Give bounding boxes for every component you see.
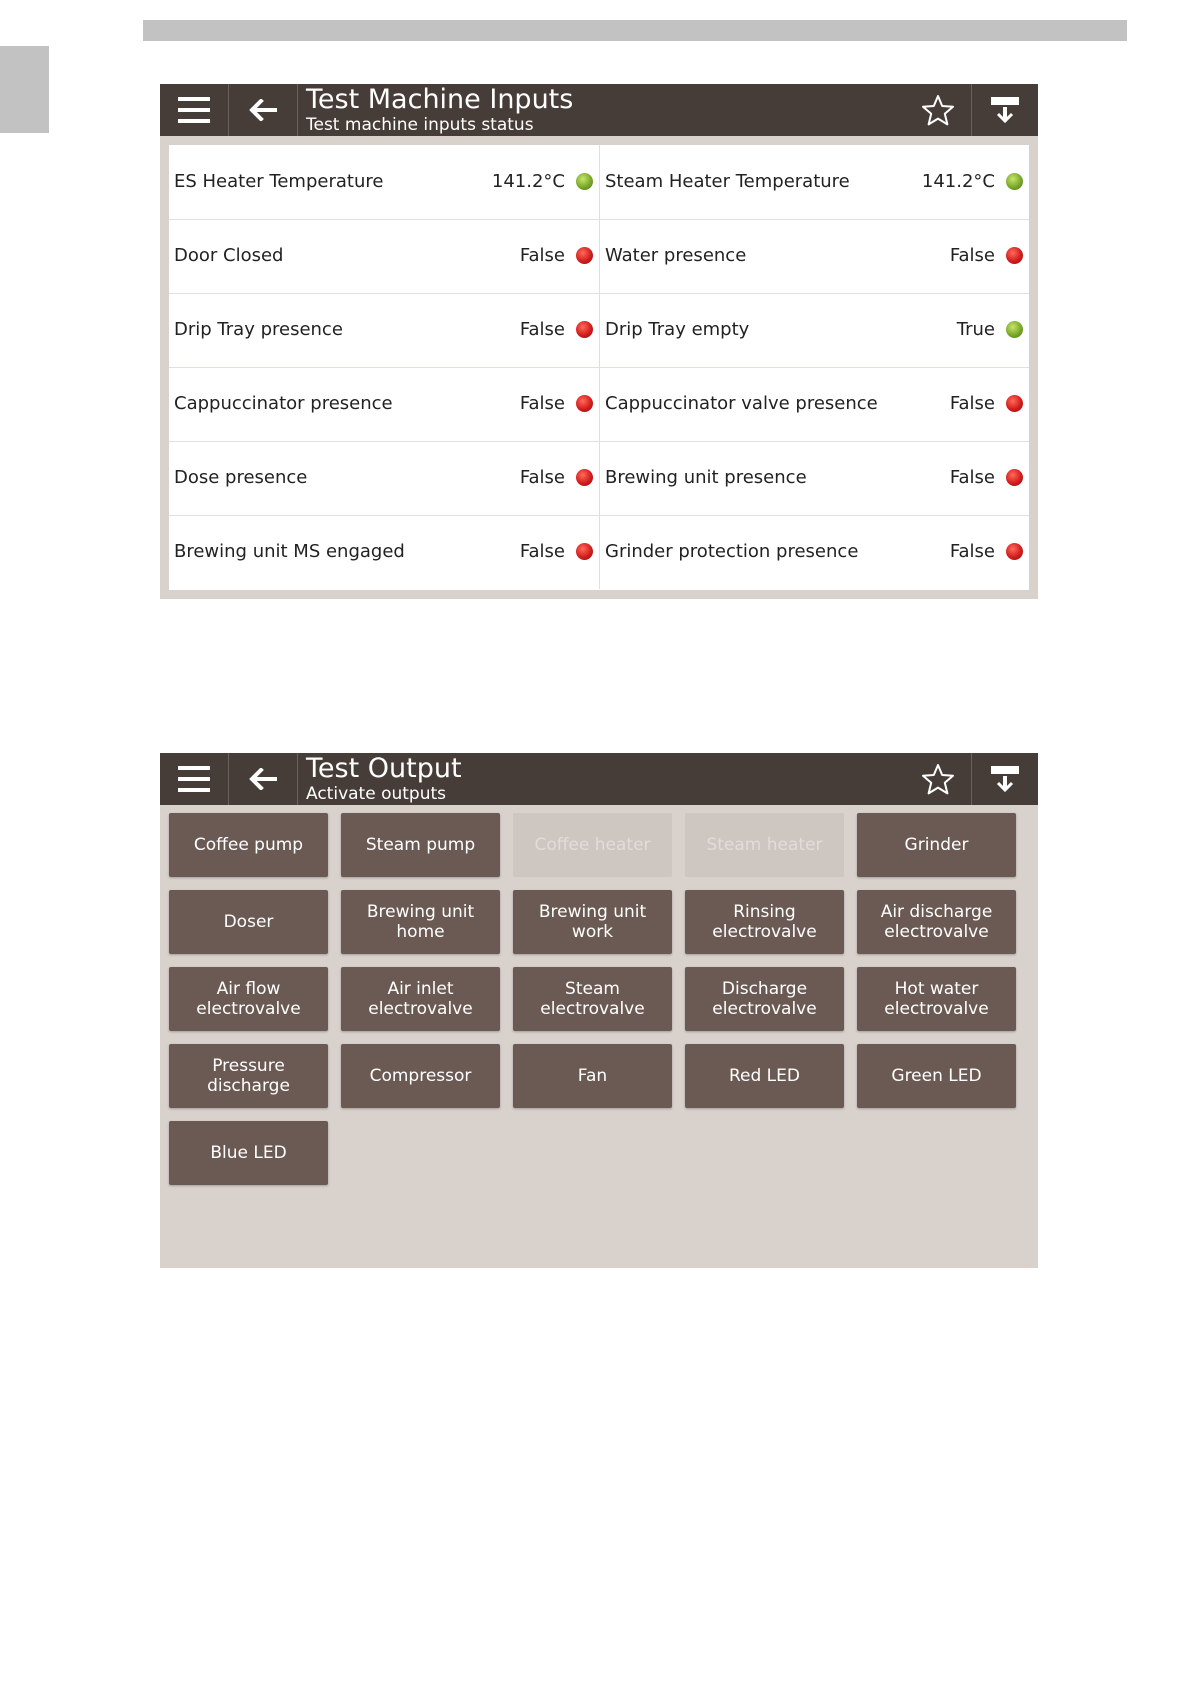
input-cell xyxy=(169,515,600,589)
table-row xyxy=(169,441,1029,516)
output-button-rinsing-electrovalve[interactable]: Rinsing electrovalve xyxy=(685,890,844,954)
status-led-icon xyxy=(1006,173,1023,190)
output-button-discharge-electrovalve[interactable]: Discharge electrovalve xyxy=(685,967,844,1031)
output-button-air-inlet-electrovalve[interactable]: Air inlet electrovalve xyxy=(341,967,500,1031)
status-led-icon xyxy=(1006,469,1023,486)
back-button[interactable] xyxy=(229,84,298,136)
status-led-icon xyxy=(1006,247,1023,264)
title-bar xyxy=(160,84,1038,136)
menu-button[interactable] xyxy=(160,84,229,136)
status-led-icon xyxy=(576,395,593,412)
title-bar xyxy=(160,753,1038,805)
input-value: False xyxy=(519,541,565,562)
star-icon xyxy=(921,763,955,795)
output-button-fan[interactable]: Fan xyxy=(513,1044,672,1108)
status-led-icon xyxy=(1006,321,1023,338)
download-icon xyxy=(991,764,1019,794)
output-button-blue-led[interactable]: Blue LED xyxy=(169,1121,328,1185)
input-label: Cappuccinator valve presence xyxy=(605,393,878,414)
output-button-coffee-heater[interactable]: Coffee heater xyxy=(513,813,672,877)
output-button-red-led[interactable]: Red LED xyxy=(685,1044,844,1108)
page-header-rule xyxy=(143,20,1127,41)
input-cell xyxy=(169,145,600,219)
input-value: False xyxy=(519,319,565,340)
input-cell xyxy=(169,219,600,293)
status-led-icon xyxy=(576,173,593,190)
favorite-button[interactable] xyxy=(904,84,972,136)
output-button-steam-pump[interactable]: Steam pump xyxy=(341,813,500,877)
page-subtitle: Activate outputs xyxy=(306,784,447,804)
input-cell xyxy=(169,441,600,515)
download-icon xyxy=(991,95,1019,125)
input-value: False xyxy=(949,541,995,562)
input-label: Cappuccinator presence xyxy=(174,393,393,414)
input-label: Steam Heater Temperature xyxy=(605,171,850,192)
output-button-air-discharge-electrovalve[interactable]: Air discharge electrovalve xyxy=(857,890,1016,954)
output-button-doser[interactable]: Doser xyxy=(169,890,328,954)
output-button-brewing-unit-work[interactable]: Brewing unit work xyxy=(513,890,672,954)
status-led-icon xyxy=(1006,395,1023,412)
table-row xyxy=(169,293,1029,368)
input-cell xyxy=(600,367,1029,441)
download-button[interactable] xyxy=(972,753,1038,805)
input-label: Water presence xyxy=(605,245,747,266)
favorite-button[interactable] xyxy=(904,753,972,805)
menu-icon xyxy=(178,765,210,793)
input-value: False xyxy=(949,245,995,266)
back-arrow-icon xyxy=(249,768,277,790)
output-button-hot-water-electrovalve[interactable]: Hot water electrovalve xyxy=(857,967,1016,1031)
output-button-brewing-unit-home[interactable]: Brewing unit home xyxy=(341,890,500,954)
status-led-icon xyxy=(1006,543,1023,560)
output-button-coffee-pump[interactable]: Coffee pump xyxy=(169,813,328,877)
input-value: 141.2°C xyxy=(921,171,995,192)
output-button-air-flow-electrovalve[interactable]: Air flow electrovalve xyxy=(169,967,328,1031)
input-label: Door Closed xyxy=(174,245,284,266)
inputs-status-grid xyxy=(169,145,1029,590)
table-row xyxy=(169,515,1029,589)
status-led-icon xyxy=(576,321,593,338)
input-label: Brewing unit presence xyxy=(605,467,807,488)
input-label: ES Heater Temperature xyxy=(174,171,384,192)
input-cell xyxy=(600,293,1029,367)
page-side-tab xyxy=(0,46,49,133)
input-label: Brewing unit MS engaged xyxy=(174,541,405,562)
input-cell xyxy=(169,367,600,441)
output-button-pressure-discharge[interactable]: Pressure discharge xyxy=(169,1044,328,1108)
back-button[interactable] xyxy=(229,753,298,805)
download-button[interactable] xyxy=(972,84,1038,136)
output-button-compressor[interactable]: Compressor xyxy=(341,1044,500,1108)
table-row xyxy=(169,219,1029,294)
output-button-green-led[interactable]: Green LED xyxy=(857,1044,1016,1108)
input-value: False xyxy=(949,393,995,414)
page-title: Test Output xyxy=(306,753,462,784)
input-value: False xyxy=(519,467,565,488)
input-value: 141.2°C xyxy=(491,171,565,192)
output-button-steam-electrovalve[interactable]: Steam electrovalve xyxy=(513,967,672,1031)
star-icon xyxy=(921,94,955,126)
input-cell xyxy=(600,515,1029,589)
input-value: False xyxy=(519,393,565,414)
input-label: Drip Tray empty xyxy=(605,319,750,340)
input-value: False xyxy=(949,467,995,488)
status-led-icon xyxy=(576,247,593,264)
input-value: True xyxy=(956,319,995,340)
page-title: Test Machine Inputs xyxy=(306,84,574,115)
table-row xyxy=(169,145,1029,220)
back-arrow-icon xyxy=(249,99,277,121)
menu-icon xyxy=(178,96,210,124)
input-label: Drip Tray presence xyxy=(174,319,343,340)
status-led-icon xyxy=(576,469,593,486)
page-subtitle: Test machine inputs status xyxy=(306,115,534,135)
input-cell xyxy=(600,145,1029,219)
input-cell xyxy=(169,293,600,367)
input-cell xyxy=(600,441,1029,515)
test-machine-inputs-screen xyxy=(160,84,1038,599)
input-label: Grinder protection presence xyxy=(605,541,859,562)
status-led-icon xyxy=(576,543,593,560)
table-row xyxy=(169,367,1029,442)
menu-button[interactable] xyxy=(160,753,229,805)
input-label: Dose presence xyxy=(174,467,308,488)
test-output-screen xyxy=(160,753,1038,1268)
output-button-steam-heater[interactable]: Steam heater xyxy=(685,813,844,877)
input-value: False xyxy=(519,245,565,266)
output-button-grinder[interactable]: Grinder xyxy=(857,813,1016,877)
input-cell xyxy=(600,219,1029,293)
